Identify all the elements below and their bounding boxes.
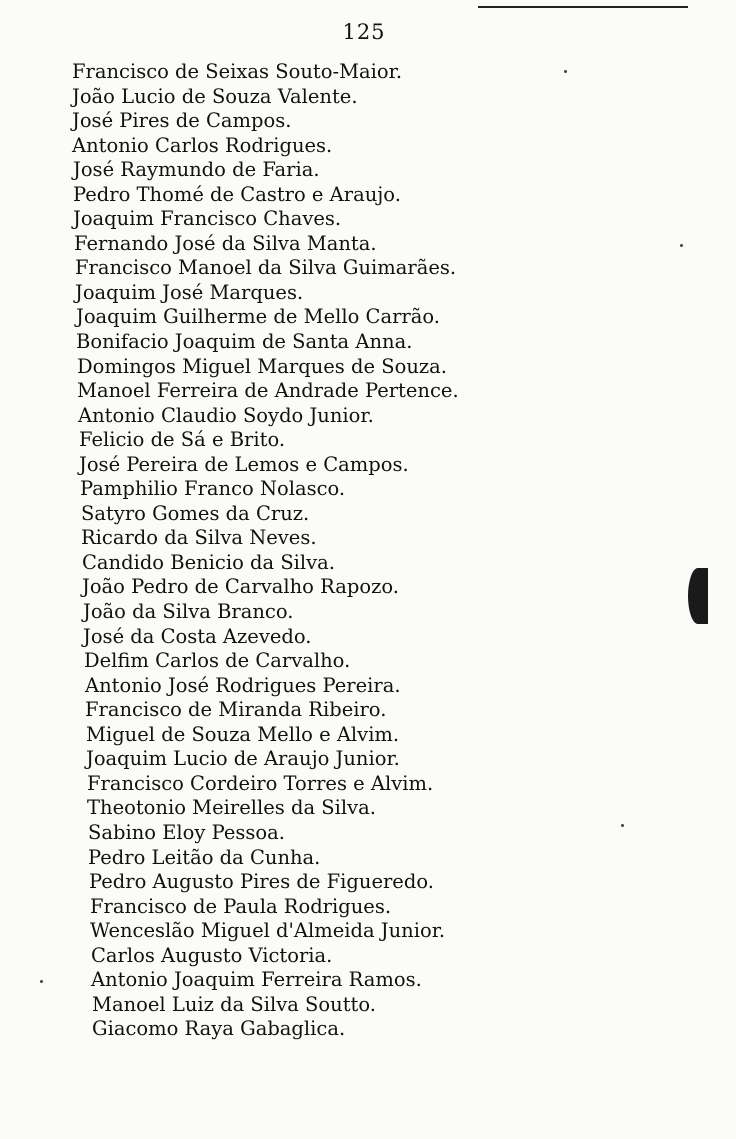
list-item: Theotonio Meirelles da Silva. [87,796,376,820]
ink-speck [621,824,624,827]
list-item: Ricardo da Silva Neves. [81,526,317,550]
name-list [72,60,459,1042]
list-item: Antonio Claudio Soydo Junior. [78,403,374,427]
list-item: Sabino Eloy Pessoa. [88,820,285,844]
list-item: Carlos Augusto Victoria. [91,943,333,967]
list-item: José Pires de Campos. [72,109,292,133]
list-item: Satyro Gomes da Cruz. [81,501,310,525]
list-item: Antonio José Rodrigues Pereira. [85,673,401,697]
ink-speck [680,244,683,247]
edge-ink-mark [688,568,708,624]
list-item: Francisco Cordeiro Torres e Alvim. [87,771,434,795]
page-number: 125 [342,20,386,44]
list-item: Felicio de Sá e Brito. [79,428,286,452]
list-item: Joaquim Francisco Chaves. [73,207,342,231]
list-item: Pedro Augusto Pires de Figueredo. [89,870,434,894]
list-item: Francisco Manoel da Silva Guimarães. [75,256,457,280]
list-item: Francisco de Miranda Ribeiro. [85,698,387,722]
list-item: Bonifacio Joaquim de Santa Anna. [76,330,413,354]
list-item: Pedro Thomé de Castro e Araujo. [73,182,401,206]
list-item: Antonio Joaquim Ferreira Ramos. [91,968,422,992]
list-item: Antonio Carlos Rodrigues. [72,133,333,157]
list-item: Francisco de Paula Rodrigues. [90,894,392,918]
list-item: João da Silva Branco. [83,600,294,624]
list-item: Domingos Miguel Marques de Souza. [77,354,447,378]
list-item: Francisco de Seixas Souto-Maior. [72,60,403,83]
list-item: José da Costa Azevedo. [83,624,312,648]
list-item: Joaquim Lucio de Araujo Junior. [86,747,400,771]
list-item: João Pedro de Carvalho Rapozo. [82,575,399,599]
list-item: Manoel Ferreira de Andrade Pertence. [77,379,459,403]
list-item: Wenceslão Miguel d'Almeida Junior. [90,919,446,943]
list-item: Fernando José da Silva Manta. [74,231,377,255]
list-item: João Lucio de Souza Valente. [72,84,358,108]
list-item: Delfim Carlos de Carvalho. [84,649,351,673]
list-item: Pamphilio Franco Nolasco. [80,477,346,501]
list-item: Joaquim Guilherme de Mello Carrão. [76,305,440,329]
list-item: Miguel de Souza Mello e Alvim. [86,722,400,746]
ink-speck [40,980,43,983]
list-item: Manoel Luiz da Silva Soutto. [92,992,376,1016]
ink-speck [564,70,567,73]
list-item: José Raymundo de Faria. [73,158,320,182]
list-item: Joaquim José Marques. [75,280,304,304]
list-item: Candido Benicio da Silva. [82,550,335,574]
list-item: José Pereira de Lemos e Campos. [79,452,409,476]
list-item: Giacomo Raya Gabaglica. [92,1017,346,1041]
list-item: Pedro Leitão da Cunha. [88,845,321,869]
header-rule [478,6,688,8]
